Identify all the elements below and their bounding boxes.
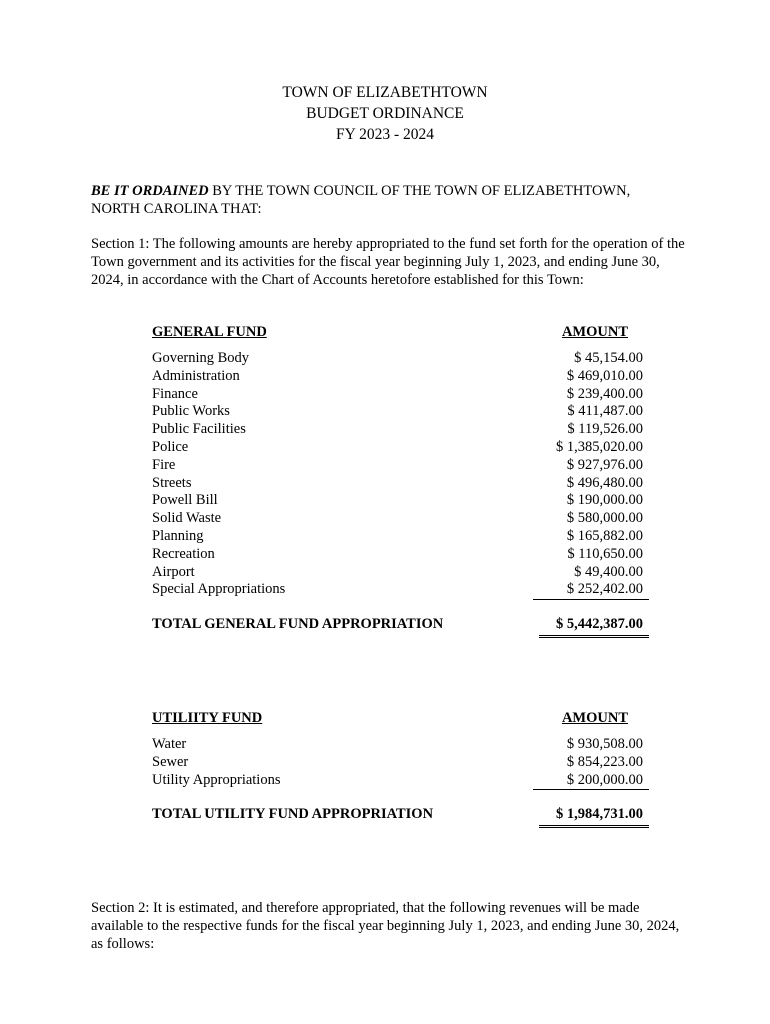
table-row — [152, 386, 649, 404]
line-item-name: Sewer — [152, 753, 189, 770]
line-item-name: Powell Bill — [152, 492, 218, 509]
utility-fund-heading: UTILIITY FUND — [152, 710, 263, 726]
line-item-name: Public Works — [152, 403, 230, 420]
line-item-amount: $ 930,508.00 — [566, 736, 643, 752]
line-item-amount: $ 252,402.00 — [533, 581, 649, 600]
table-row — [152, 754, 649, 772]
line-item-amount: $ 165,882.00 — [566, 527, 643, 544]
line-item-name: Administration — [152, 367, 240, 384]
line-item-amount: $ 49,400.00 — [574, 563, 643, 580]
table-row — [152, 421, 649, 439]
line-item-name: Planning — [152, 527, 204, 544]
title-town: TOWN OF ELIZABETHTOWN — [282, 84, 488, 101]
line-item-name: Public Facilities — [152, 421, 246, 438]
line-item-name: Police — [152, 438, 189, 455]
line-item-amount: $ 1,385,020.00 — [556, 438, 643, 455]
line-item-name: Recreation — [152, 545, 215, 562]
table-row — [152, 403, 649, 421]
line-item-name: Finance — [152, 385, 198, 402]
line-item-name: Governing Body — [152, 350, 250, 366]
general-fund-total-label: TOTAL GENERAL FUND APPROPRIATION — [152, 616, 444, 633]
line-item-amount: $ 411,487.00 — [567, 403, 643, 420]
utility-fund-rows — [152, 736, 649, 789]
line-item-amount: $ 496,480.00 — [566, 474, 643, 491]
general-fund-header — [152, 324, 649, 344]
table-row — [152, 439, 649, 457]
table-row — [152, 475, 649, 493]
line-item-name: Water — [152, 736, 187, 752]
table-row — [152, 736, 649, 754]
table-row — [152, 581, 649, 599]
general-fund-total-row — [152, 616, 649, 638]
line-item-amount: $ 45,154.00 — [574, 350, 643, 366]
line-item-amount: $ 469,010.00 — [566, 367, 643, 384]
table-row — [152, 457, 649, 475]
utility-fund-amount-heading: AMOUNT — [561, 710, 628, 726]
utility-fund-total-label: TOTAL UTILITY FUND APPROPRIATION — [152, 806, 434, 823]
line-item-amount: $ 200,000.00 — [533, 772, 649, 791]
table-row — [152, 772, 649, 790]
line-item-name: Utility Appropriations — [152, 771, 281, 788]
title-ordinance: BUDGET ORDINANCE — [306, 105, 464, 122]
table-row — [152, 546, 649, 564]
line-item-name: Solid Waste — [152, 510, 222, 527]
line-item-name: Streets — [152, 474, 192, 491]
section-2-text: Section 2: It is estimated, and therefore appropriated, that the following revenues will be made available to the respective funds for the fiscal year beginning July 1, 2023, and ending June 30, 2024, as follows: — [91, 900, 680, 952]
utility-fund-total-row — [152, 806, 649, 828]
ordained-paragraph — [91, 182, 681, 218]
line-item-name: Airport — [152, 563, 195, 580]
general-fund-total-amount: $ 5,442,387.00 — [539, 616, 649, 638]
line-item-amount: $ 190,000.00 — [566, 492, 643, 509]
table-row — [152, 528, 649, 546]
table-row — [152, 492, 649, 510]
utility-fund-total-amount: $ 1,984,731.00 — [539, 806, 649, 828]
line-item-amount: $ 119,526.00 — [567, 421, 643, 438]
utility-fund-header — [152, 710, 649, 730]
table-row — [152, 510, 649, 528]
general-fund-amount-heading: AMOUNT — [561, 324, 628, 340]
line-item-name: Fire — [152, 456, 176, 473]
ordained-text: BY THE TOWN COUNCIL OF THE TOWN OF ELIZABETHTOWN, NORTH CAROLINA THAT: — [91, 183, 631, 217]
utility-fund-table — [152, 710, 649, 828]
section-1-text: Section 1: The following amounts are hereby appropriated to the fund set forth for the operation of the Town government and its activities for the fiscal year beginning July 1, 2023, and ending June 30, 2024, in accordance with the Chart of Accounts heretofore established for this Town: — [91, 236, 685, 288]
line-item-amount: $ 110,650.00 — [567, 545, 643, 562]
table-row — [152, 564, 649, 582]
document-title — [0, 82, 770, 145]
line-item-amount: $ 239,400.00 — [566, 385, 643, 402]
line-item-amount: $ 854,223.00 — [566, 753, 643, 770]
general-fund-heading: GENERAL FUND — [152, 324, 267, 340]
line-item-amount: $ 580,000.00 — [566, 510, 643, 527]
title-fiscal-year: FY 2023 - 2024 — [335, 126, 435, 143]
line-item-amount: $ 927,976.00 — [566, 456, 643, 473]
general-fund-rows — [152, 350, 649, 599]
general-fund-table — [152, 324, 649, 638]
ordained-lead: BE IT ORDAINED — [91, 183, 209, 199]
line-item-name: Special Appropriations — [152, 581, 286, 598]
table-row — [152, 350, 649, 368]
table-row — [152, 368, 649, 386]
